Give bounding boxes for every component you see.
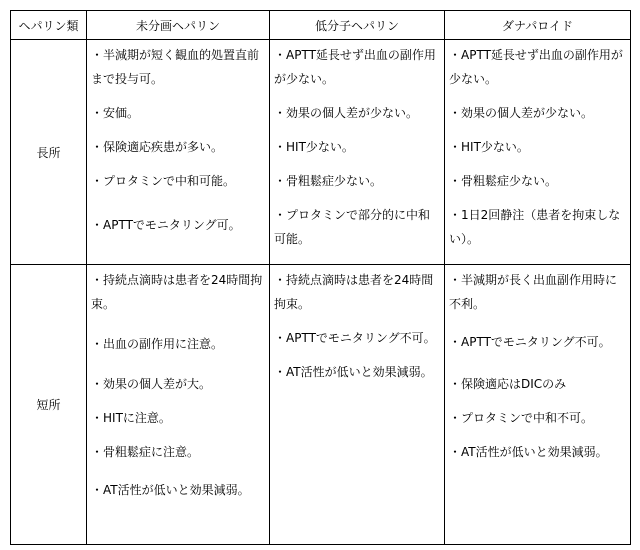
list-item: ・保険適応疾患が多い。 [91,140,224,154]
list-item: ・半減期が長く出血副作用時に不利。 [449,273,618,311]
list-item: ・APTTでモニタリング不可。 [274,331,436,345]
list-item: ・APTTでモニタリング不可。 [449,335,611,349]
header-low-molecular-weight-heparin: 低分子ヘパリン [270,11,445,40]
list-item: ・骨粗鬆症に注意。 [91,445,200,459]
list-item: ・効果の個人差が少ない。 [274,106,419,120]
list-item: ・APTT延長せず出血の副作用が少ない。 [274,48,436,86]
list-item: ・1日2回静注（患者を拘束しない）。 [449,208,621,246]
ufh-disadvantages-cell [87,265,270,545]
header-unfractionated-heparin: 未分画ヘパリン [87,11,270,40]
list-item: ・AT活性が低いと効果減弱。 [449,445,608,459]
heparin-comparison-table [10,10,631,545]
list-item: ・半減期が短く観血的処置直前まで投与可。 [91,48,260,86]
list-item: ・効果の個人差が少ない。 [449,106,594,120]
header-row [11,11,631,40]
list-item: ・プロタミンで中和不可。 [449,411,594,425]
list-item: ・持続点滴時は患者を24時間拘束。 [274,273,434,311]
list-item: ・HIT少ない。 [274,140,354,154]
disadvantages-row [11,265,631,545]
row-label-disadvantages: 短所 [11,265,87,545]
list-item: ・AT活性が低いと効果減弱。 [91,483,250,497]
list-item: ・APTTでモニタリング可。 [91,218,241,232]
list-item: ・出血の副作用に注意。 [91,337,224,351]
list-item: ・持続点滴時は患者を24時間拘束。 [91,273,263,311]
list-item: ・HITに注意。 [91,411,171,425]
danaparoid-disadvantages-cell [445,265,631,545]
lmwh-advantages-cell [270,40,445,265]
list-item: ・骨粗鬆症少ない。 [274,174,383,188]
danaparoid-advantages-cell [445,40,631,265]
list-item: ・安価。 [91,106,140,120]
list-item: ・プロタミンで部分的に中和可能。 [274,208,431,246]
list-item: ・効果の個人差が大。 [91,377,212,391]
list-item: ・保険適応はDICのみ [449,377,567,391]
list-item: ・APTT延長せず出血の副作用が少ない。 [449,48,623,86]
header-danaparoid: ダナパロイド [445,11,631,40]
lmwh-disadvantages-cell [270,265,445,545]
advantages-row [11,40,631,265]
header-heparin-type: ヘパリン類 [11,11,87,40]
list-item: ・プロタミンで中和可能。 [91,174,236,188]
row-label-advantages: 長所 [11,40,87,265]
list-item: ・AT活性が低いと効果減弱。 [274,365,433,379]
list-item: ・骨粗鬆症少ない。 [449,174,558,188]
ufh-advantages-cell [87,40,270,265]
list-item: ・HIT少ない。 [449,140,529,154]
